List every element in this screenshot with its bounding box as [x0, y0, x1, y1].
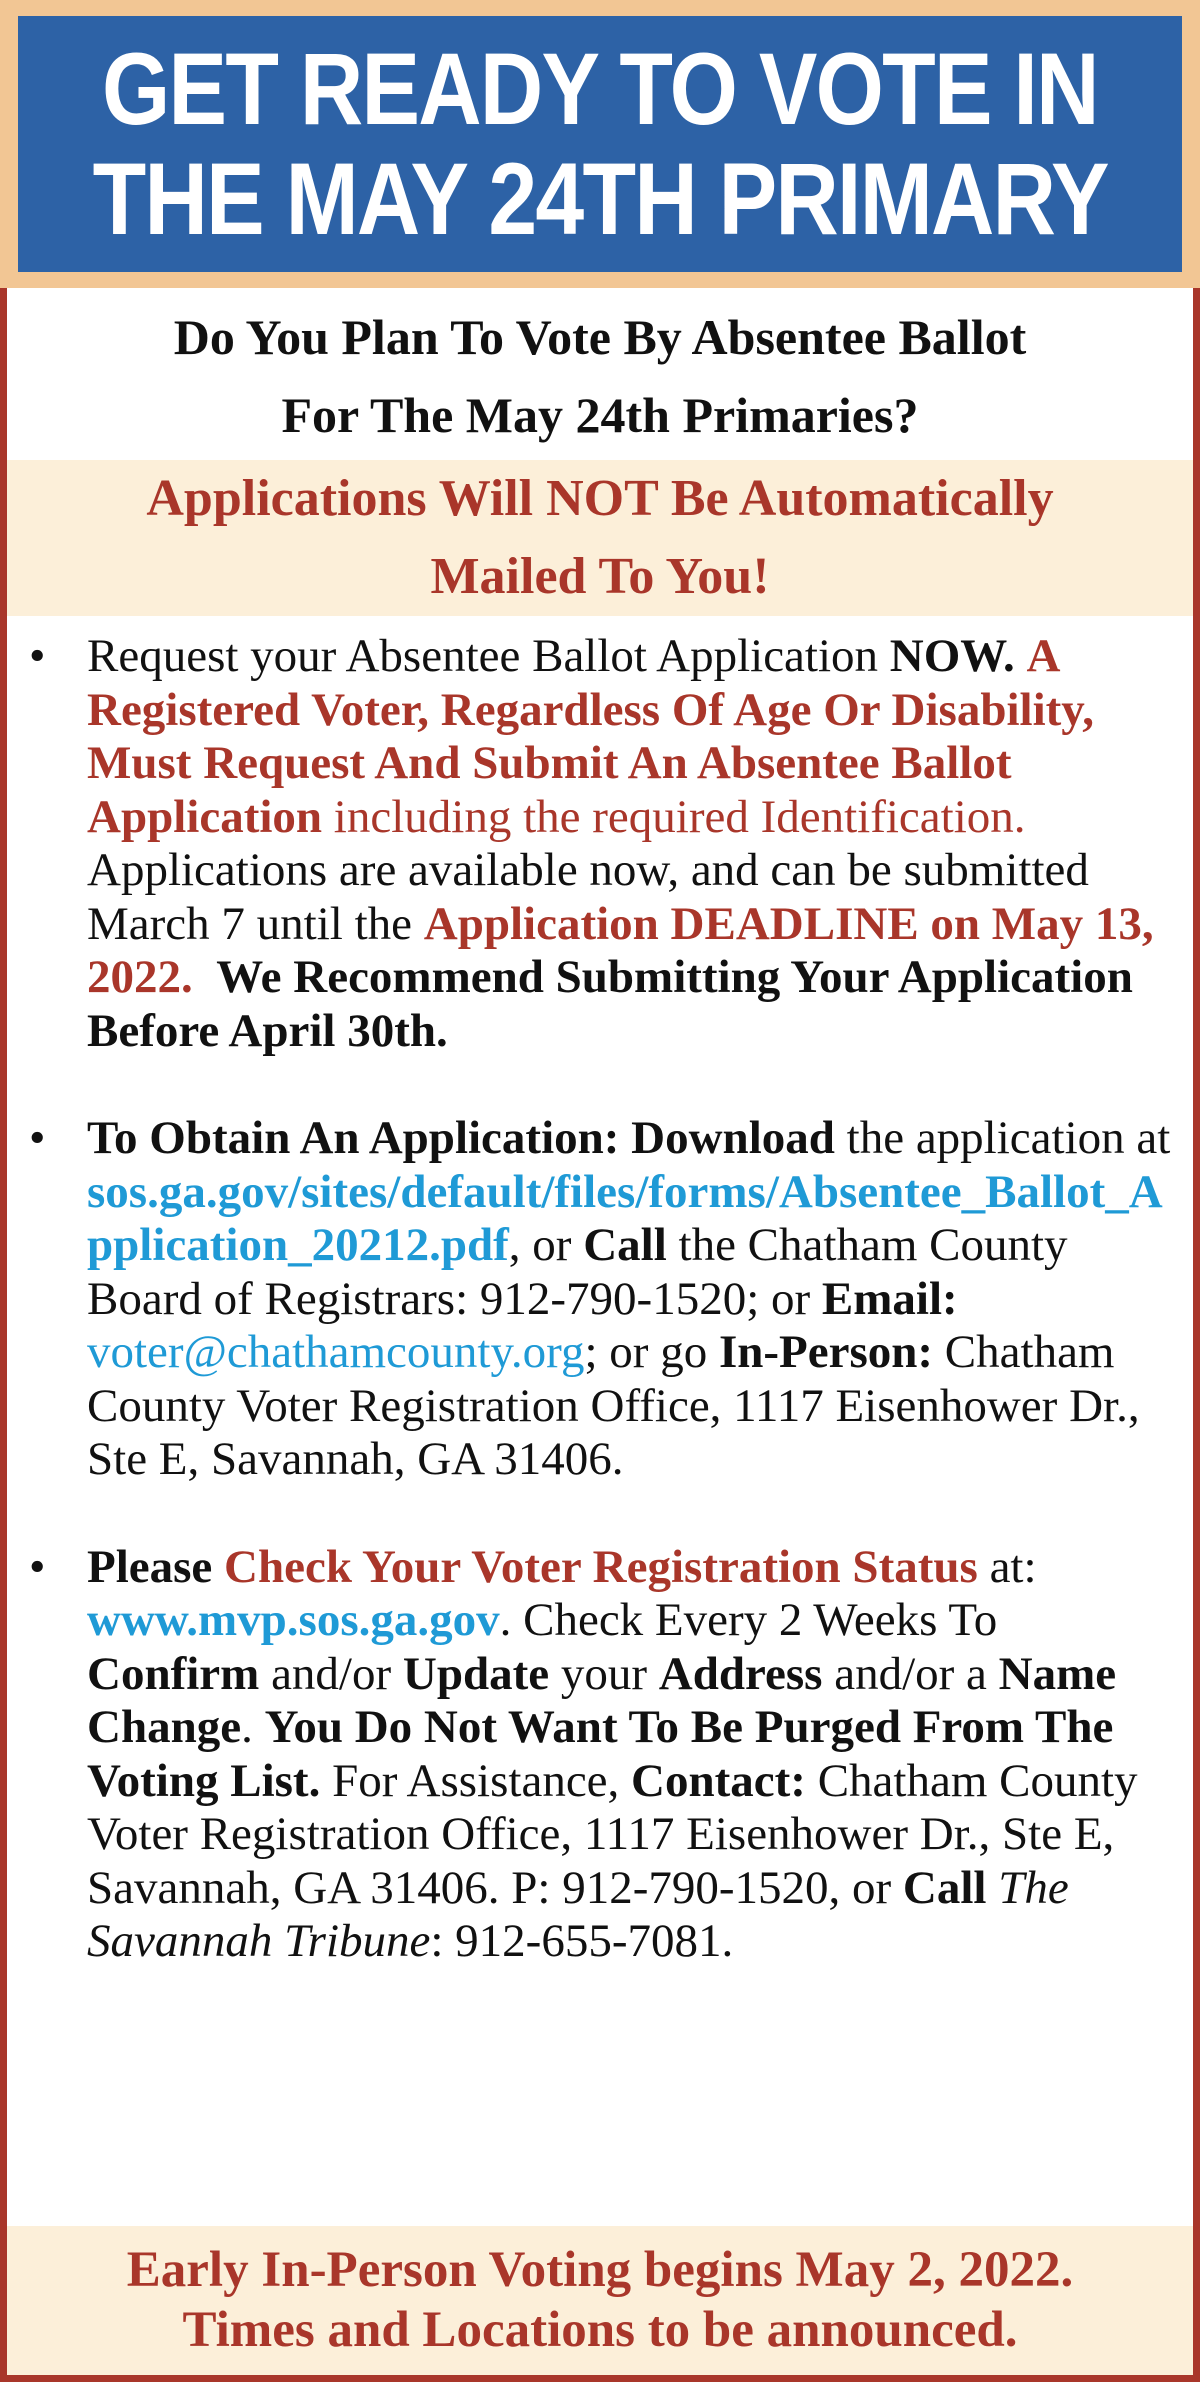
registrar-email-link[interactable]: voter@chathamcounty.org: [87, 1326, 585, 1378]
b3-text-10: and/or a: [834, 1647, 987, 1700]
b2-text-3: the application at: [846, 1112, 1171, 1164]
b3-text-14: For Assistance,: [332, 1754, 620, 1807]
bullet-dot: •: [29, 630, 46, 682]
b1-text-3: A Registered Voter, Regardless Of Age Or Disability, Must Request And Submit An Absentee Ballot Application: [87, 630, 1094, 843]
b2-text-5: Call: [583, 1219, 667, 1271]
bullet-dot: •: [29, 1112, 46, 1164]
b1-text-4: including the required Identification.: [333, 790, 1026, 843]
b3-text-17: Call: [902, 1861, 987, 1914]
footer-line-1: Early In-Person Voting begins May 2, 2022.: [126, 2242, 1074, 2298]
headline-line-2: THE MAY 24TH PRIMARY: [92, 142, 1108, 256]
bullet-dot: •: [29, 1540, 46, 1593]
bullet-request-application: [29, 630, 1175, 1058]
b3-text-4: . Check Every 2 Weeks To: [499, 1594, 998, 1646]
question-line-1: Do You Plan To Vote By Absentee Ballot: [173, 309, 1027, 365]
b3-publication: The Savannah Tribune: [87, 1861, 1069, 1967]
b3-text-6: and/or: [271, 1647, 392, 1700]
b3-text-1: Please: [87, 1540, 213, 1593]
question-line-2: For The May 24th Primaries?: [281, 387, 919, 443]
b3-text-3: at:: [989, 1540, 1037, 1593]
mvp-link[interactable]: www.mvp.sos.ga.gov: [87, 1594, 500, 1646]
mail-notice: [7, 460, 1193, 616]
headline-line-1: GET READY TO VOTE IN: [102, 32, 1098, 146]
headline-box: [18, 16, 1182, 272]
b3-text-7: Update: [402, 1647, 550, 1700]
notice-line-2: Mailed To You!: [430, 548, 770, 605]
bullet-check-registration: [29, 1541, 1175, 1969]
bullet-obtain-application: [29, 1112, 1175, 1487]
b1-text-5: Applications are available now, and can be submitted March 7 until the: [87, 844, 1089, 950]
footer-line-2: Times and Locations to be announced.: [182, 2302, 1018, 2358]
b2-text-7: Email:: [821, 1272, 958, 1325]
application-download-link[interactable]: sos.ga.gov/sites/default/files/forms/Absentee_Ballot_Application_20212.pdf: [87, 1165, 1163, 1271]
b3-text-5: Confirm: [87, 1647, 260, 1700]
b1-text-2: NOW.: [889, 630, 1015, 682]
b3-text-9: Address: [658, 1647, 823, 1700]
b1-recommendation: We Recommend Submitting Your Application Before April 30th.: [87, 951, 1133, 1057]
headline-banner: [0, 0, 1200, 288]
info-body: [7, 630, 1193, 1969]
b2-text-4: , or: [508, 1219, 572, 1271]
b3-text-13: You Do Not Want To Be Purged From The Voting List.: [87, 1701, 1114, 1807]
b3-text-8: your: [560, 1647, 648, 1700]
b3-text-16: Chatham County Voter Registration Office, 1117 Eisenhower Dr., Ste E, Savannah, GA 31406. P: 912-790-1520, or: [87, 1754, 1138, 1914]
b2-text-6: the Chatham County Board of Registrars: 912-790-1520; or: [87, 1219, 1068, 1325]
early-voting-footer: [7, 2226, 1193, 2375]
b3-text-11: Name Change: [87, 1647, 1117, 1753]
b1-deadline: Application DEADLINE on May 13, 2022.: [87, 897, 1154, 1003]
b3-text-12: .: [241, 1701, 253, 1753]
b2-text-10: Chatham County Voter Registration Office, 1117 Eisenhower Dr., Ste E, Savannah, GA 31406.: [87, 1326, 1140, 1485]
b2-text-1: To Obtain An Application:: [87, 1112, 620, 1164]
b3-text-15: Contact:: [631, 1754, 806, 1807]
notice-line-1: Applications Will NOT Be Automatically: [146, 470, 1054, 527]
absentee-question: [7, 292, 1193, 460]
b2-text-2: Download: [631, 1112, 835, 1164]
b3-text-2: Check Your Voter Registration Status: [224, 1540, 978, 1593]
b2-text-9: In-Person:: [718, 1326, 934, 1378]
b1-text-1: Request your Absentee Ballot Application: [87, 630, 879, 682]
b2-text-8: ; or go: [584, 1326, 708, 1378]
b3-text-19: : 912-655-7081.: [430, 1915, 734, 1967]
